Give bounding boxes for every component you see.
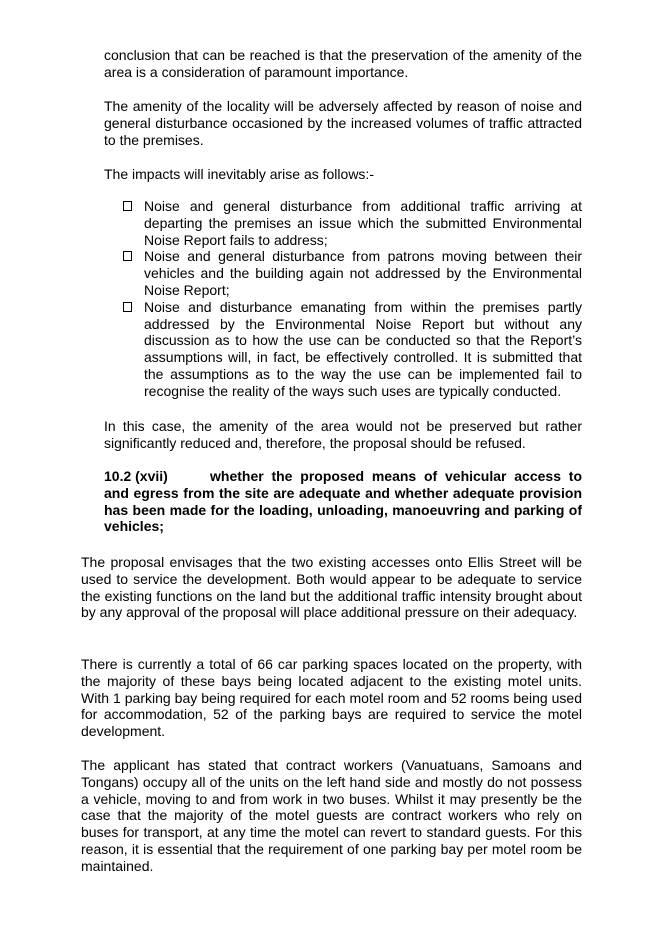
paragraph-contract-workers: The applicant has stated that contract workers (Vanuatuans, Samoans and Tongans) occupy all of the units on the left hand side and mostly do not possess a vehicle, moving to and from work in two buses. Whilst it may presently be the case that the majority of the motel guests are contract workers who rely on buses for transport, at any time the motel can revert to standard guests. For this reason, it is essential that the requirement of one parking bay per motel room be maintained. (81, 757, 582, 874)
paragraph-amenity-affected: The amenity of the locality will be adversely affected by reason of noise and general disturbance occasioned by the increased volumes of traffic attracted to the premises. (104, 98, 582, 148)
list-item (104, 299, 582, 400)
section-heading (104, 468, 582, 535)
list-item (104, 198, 582, 248)
square-bullet-icon (123, 201, 132, 211)
paragraph-impacts-intro: The impacts will inevitably arise as follows:- (104, 166, 374, 182)
paragraph-amenity-reduced: In this case, the amenity of the area would not be preserved but rather significantly reduced and, therefore, the proposal should be refused. (104, 418, 582, 451)
section-number: 10.2 (xvii) (104, 468, 168, 484)
square-bullet-icon (123, 251, 132, 261)
paragraph-parking-spaces: There is currently a total of 66 car parking spaces located on the property, with the majority of these bays being located adjacent to the existing motel units. With 1 parking bay being required for each motel room and 52 rooms being used for accommodation, 52 of the parking bays are required to service the motel development. (81, 656, 582, 740)
list-item (104, 248, 582, 298)
list-item-text: Noise and general disturbance from additional traffic arriving at departing the premises an issue which the submitted Environmental Noise Report fails to address; (144, 198, 582, 248)
paragraph-accesses: The proposal envisages that the two existing accesses onto Ellis Street will be used to service the development. Both would appear to be adequate to service the existing functions on the land but the additional traffic intensity brought about by any approval of the proposal will place additional pressure on their adequacy. (81, 554, 582, 621)
impacts-list (104, 198, 582, 400)
list-item-text: Noise and general disturbance from patrons moving between their vehicles and the building again not addressed by the Environmental Noise Report; (144, 248, 582, 298)
section-heading-text: whether the proposed means of vehicular access to and egress from the site are adequate and whether adequate provision has been made for the loading, unloading, manoeuvring and parking of vehicles; (104, 468, 582, 535)
square-bullet-icon (123, 302, 132, 312)
list-item-text: Noise and disturbance emanating from within the premises partly addressed by the Environmental Noise Report but without any discussion as to how the use can be conducted so that the Report’s assumptions will, in fact, be effectively controlled. It is submitted that the assumptions as to the way the use can be implemented fail to recognise the reality of the ways such uses are typically conducted. (144, 298, 582, 399)
paragraph-amenity-conclusion: conclusion that can be reached is that the preservation of the amenity of the area is a consideration of paramount importance. (104, 47, 582, 80)
